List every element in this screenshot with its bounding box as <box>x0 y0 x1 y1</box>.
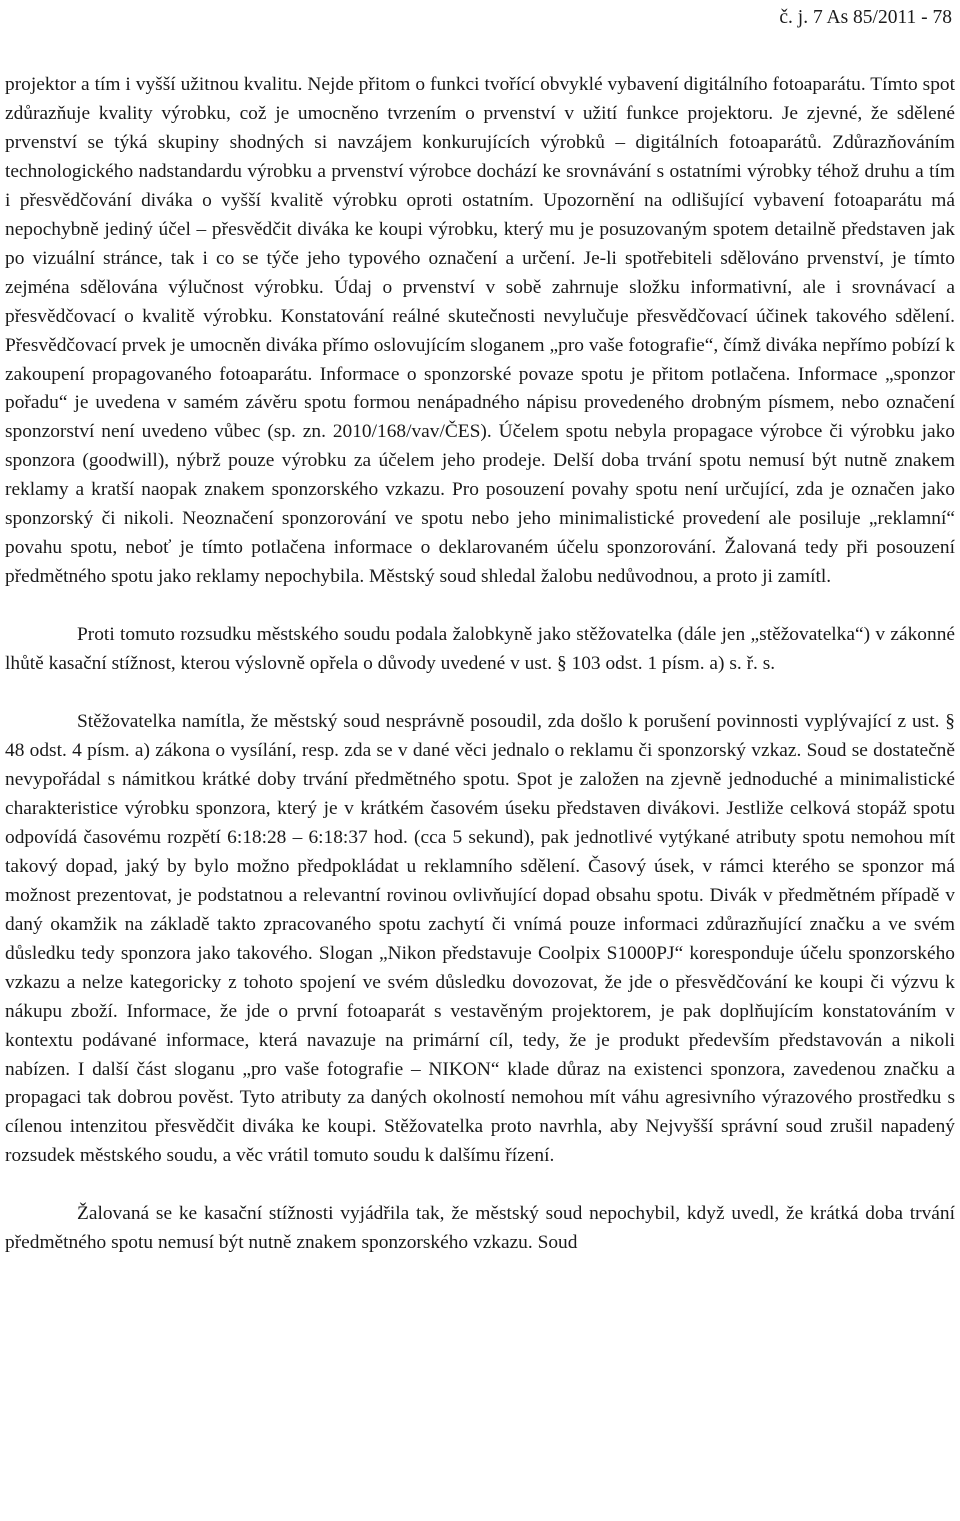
case-reference: č. j. 7 As 85/2011 - 78 <box>779 7 952 28</box>
paragraph-continuation: projektor a tím i vyšší užitnou kvalitu. Nejde přitom o funkci tvořící obvyklé vybavení digitálního fotoaparátu. Tímto spot zdůrazňuje kvality výrobku, což je umocněno tvrzením o prvenství v užití funkce projektoru. Je zjevné, že sdělené prvenství se týká skupiny shodných si navzájem konkurujících výrobků – digitálních fotoaparátů. Zdůrazňováním technologického nadstandardu výrobku a prvenství výrobce dochází ke srovnávání s ostatními výrobky téhož druhu a tím i přesvědčování diváka o vyšší kvalitě výrobku oproti ostatním. Upozornění na odlišující vybavení fotoaparátu má nepochybně jediný účel – přesvědčit diváka ke koupi výrobku, který mu je posuzovaným spotem detailně představen jak po vizuální stránce, tak i co se týče jeho typového označení a určení. Je-li spotřebiteli sdělováno prvenství, je tímto zejména sdělována výlučnost výrobku. Údaj o prvenství v sobě zahrnuje složku informativní, ale i srovnávací a přesvědčovací o kvalitě výrobku. Konstatování reálné skutečnosti nevylučuje přesvědčovací účinek takového sdělení. Přesvědčovací prvek je umocněn diváka přímo oslovujícím sloganem „pro vaše fotografie“, čímž diváka nepřímo pobízí k zakoupení propagovaného fotoaparátu. Informace o sponzorské povaze spotu je přitom potlačena. Informace „sponzor pořadu“ je uvedena v samém závěru spotu formou nenápadného nápisu provedeného drobným písmem, nebo označení sponzorství není uvedeno vůbec (sp. zn. 2010/168/vav/ČES). Účelem spotu nebyla propagace výrobce či výrobku jako sponzora (goodwill), nýbrž pouze výrobku za účelem jeho prodeje. Delší doba trvání spotu nemusí být nutně znakem reklamy a kratší naopak znakem sponzorského vzkazu. Pro posouzení povahy spotu není určující, zda je označen jako sponzorský či nikoli. Neoznačení sponzorování ve spotu nebo jeho minimalistické provedení ale posiluje „reklamní“ povahu spotu, neboť je tímto potlačena informace o deklarovaném účelu sponzorování. Žalovaná tedy při posouzení předmětného spotu jako reklamy nepochybila. Městský soud shledal žalobu nedůvodnou, a proto ji zamítl. <box>5 74 955 588</box>
paragraph-defendant-response: Žalovaná se ke kasační stížnosti vyjádřila tak, že městský soud nepochybil, když uvedl, že krátká doba trvání předmětného spotu nemusí být nutně znakem sponzorského vzkazu. Soud <box>5 1203 955 1254</box>
paragraph-cassation-complaint: Proti tomuto rozsudku městského soudu podala žalobkyně jako stěžovatelka (dále jen „stěžovatelka“) v zákonné lhůtě kasační stížnost, kterou výslovně opřela o důvody uvedené v ust. § 103 odst. 1 písm. a) s. ř. s. <box>5 624 955 675</box>
paragraph-complainant-objections: Stěžovatelka namítla, že městský soud nesprávně posoudil, zda došlo k porušení povinnosti vyplývající z ust. § 48 odst. 4 písm. a) zákona o vysílání, resp. zda se v dané věci jednalo o reklamu či sponzorský vzkaz. Soud se dostatečně nevypořádal s námitkou krátké doby trvání předmětného spotu. Spot je založen na zjevně jednoduché a minimalistické charakteristice výrobku sponzora, který je v krátkém časovém úseku představen divákovi. Jestliže celková stopáž spotu odpovídá časovému rozpětí 6:18:28 – 6:18:37 hod. (cca 5 sekund), pak jednotlivé vytýkané atributy spotu nemohou mít takový dopad, jaký by bylo možno předpokládat u reklamního sdělení. Časový úsek, v rámci kterého se sponzor má možnost prezentovat, je podstatnou a relevantní rovinou ovlivňující dopad obsahu spotu. Divák v předmětném případě v daný okamžik na základě takto zpracovaného spotu zachytí či vnímá pouze informaci zdůrazňující značku a ve svém důsledku tedy sponzora jako takového. Slogan „Nikon představuje Coolpix S1000PJ“ koresponduje účelu sponzorského vzkazu a nelze kategoricky z tohoto spojení ve svém důsledku dovozovat, že jde o přesvědčování ke koupi či výzvu k nákupu zboží. Informace, že jde o první fotoaparát s vestavěným projektorem, je pak doplňujícím konstatováním v kontextu podávané informace, která navazuje na primární cíl, tedy, že je produkt především představován a nikoli nabízen. I další část sloganu „pro vaše fotografie – NIKON“ klade důraz na existenci sponzora, zavedenou značku a propagaci tak dobrou pověst. Tyto atributy za daných okolností nemohou mít váhu agresivního výrazového prostředku s cílenou intenzitou přesvědčit diváka ke koupi. Stěžovatelka proto navrhla, aby Nejvyšší správní soud zrušil napadený rozsudek městského soudu, a věc vrátil tomuto soudu k dalšímu řízení. <box>5 711 955 1167</box>
document-body <box>5 71 955 1258</box>
